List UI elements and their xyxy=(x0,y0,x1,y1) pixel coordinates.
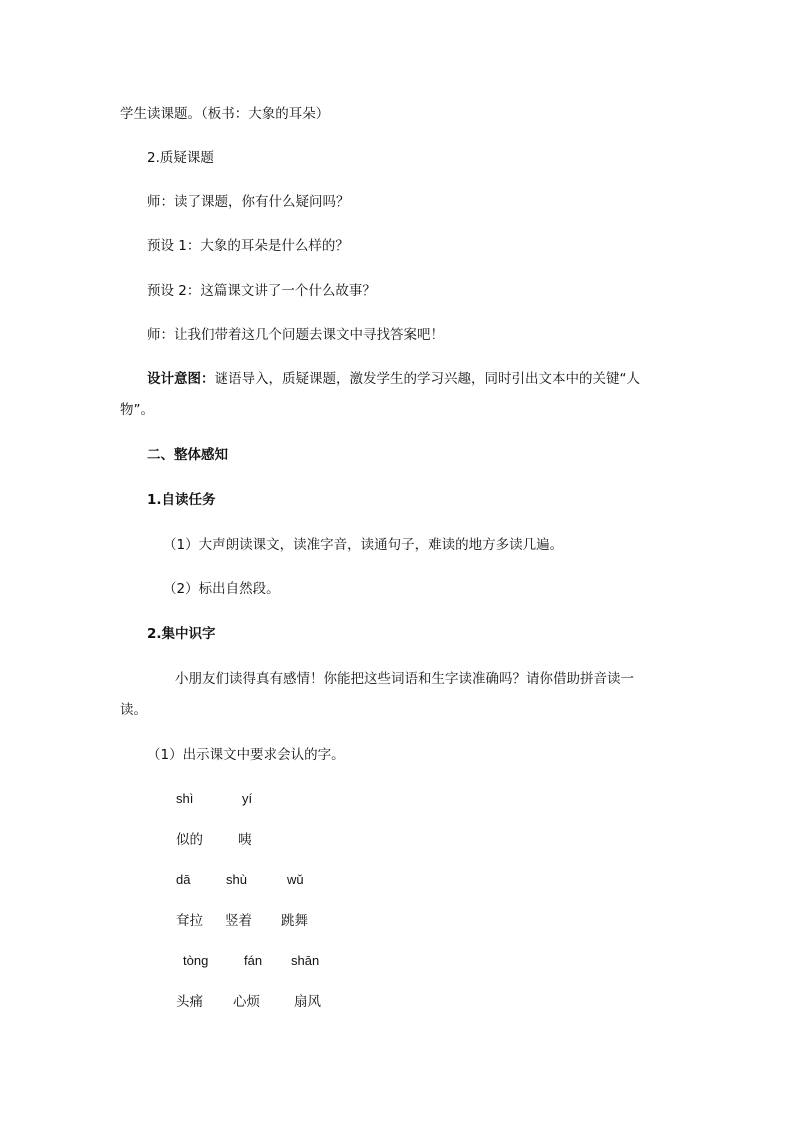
teacher-question: 师：读了课题，你有什么疑问吗？ xyxy=(147,194,350,210)
show-characters-item: （1）出示课文中要求会认的字。 xyxy=(147,747,345,763)
task-item-1: （1）大声朗读课文，读准字音，读通句子，难读的地方多读几遍。 xyxy=(163,537,564,553)
design-intent-continued: 物”。 xyxy=(120,402,154,418)
design-intent-text: 谜语导入，质疑课题，激发学生的学习兴趣，同时引出文本中的关键“人 xyxy=(214,371,640,387)
literacy-prompt-continued: 读。 xyxy=(120,702,147,718)
pinyin: tòng xyxy=(183,953,209,968)
design-intent-label: 设计意图： xyxy=(147,371,215,387)
paragraph-read-title: 学生读课题。（板书：大象的耳朵） xyxy=(120,106,330,122)
character-word: 似的 xyxy=(176,832,203,848)
pinyin: shān xyxy=(291,953,320,968)
pinyin: fán xyxy=(244,953,263,968)
preset-2: 预设 2：这篇课文讲了一个什么故事？ xyxy=(147,283,376,299)
character-word: 耷拉 xyxy=(176,913,203,929)
subheading-literacy: 2.集中识字 xyxy=(147,626,216,642)
design-intent xyxy=(147,369,640,389)
pinyin: wǔ xyxy=(287,872,304,887)
pinyin: dā xyxy=(176,872,191,887)
character-word: 竖着 xyxy=(225,913,252,929)
teacher-prompt: 师：让我们带着这几个问题去课文中寻找答案吧！ xyxy=(147,327,444,343)
task-item-2: （2）标出自然段。 xyxy=(163,581,280,597)
character-word: 头痛 xyxy=(176,994,203,1010)
preset-1: 预设 1：大象的耳朵是什么样的？ xyxy=(147,238,349,254)
section-heading: 二、整体感知 xyxy=(147,447,228,463)
literacy-prompt: 小朋友们读得真有感情！你能把这些词语和生字读准确吗？请你借助拼音读一 xyxy=(175,671,634,687)
step-question-title: 2.质疑课题 xyxy=(147,150,214,166)
pinyin: shì xyxy=(176,791,194,806)
subheading-self-read: 1.自读任务 xyxy=(147,492,216,508)
character-word: 心烦 xyxy=(233,994,260,1010)
character-word: 跳舞 xyxy=(281,913,308,929)
pinyin: shù xyxy=(226,872,247,887)
character-word: 咦 xyxy=(238,832,252,848)
character-word: 扇风 xyxy=(294,994,321,1010)
pinyin: yí xyxy=(242,791,253,806)
